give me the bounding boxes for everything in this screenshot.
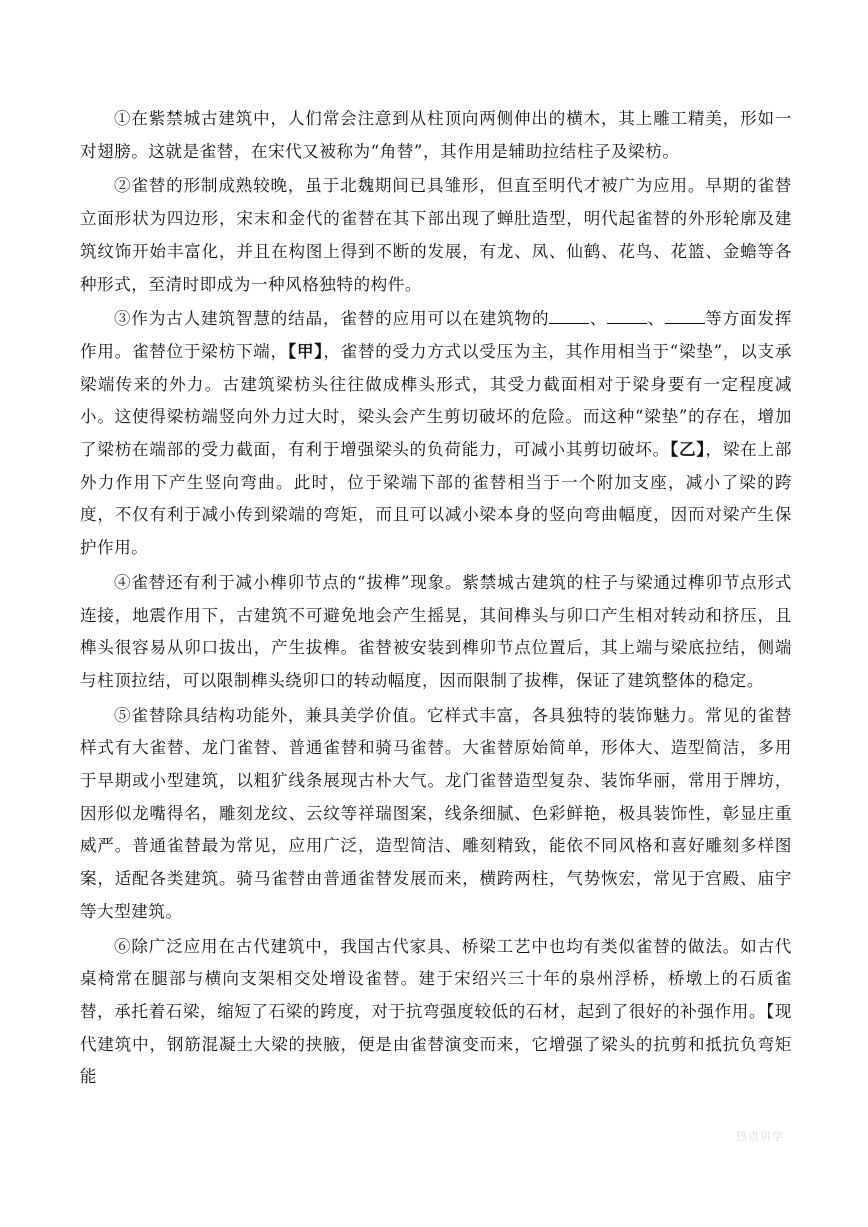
blank-separator-1: 、 <box>589 309 608 329</box>
marker-jia: 【甲】 <box>287 341 324 361</box>
paragraph-4: ④雀替还有利于减小榫卯节点的“拔榫”现象。紫禁城古建筑的柱子与梁通过榫卯节点形式连接，地震作用下，古建筑不可避免地会产生摇晃，其间榫头与卯口产生相对转动和挤压，且榫头很容易从卯口拔出，产生拔榫。雀替被安装到榫卯节点位置后，其上端与梁底拉结，侧端与柱顶拉结，可以限制榫头绕卯口的转动幅度，因而限制了拔榫，保证了建筑整体的稳定。 <box>80 572 792 690</box>
fill-blank-3[interactable] <box>665 305 705 324</box>
paragraph-5: ⑤雀替除具结构功能外，兼具美学价值。它样式丰富，各具独特的装饰魅力。常见的雀替样式有大雀替、龙门雀替、普通雀替和骑马雀替。大雀替原始简单，形体大、造型简洁，多用于早期或小型建筑，以粗犷线条展现古朴大气。龙门雀替造型复杂、装饰华丽，常用于牌坊，因形似龙嘴得名，雕刻龙纹、云纹等祥瑞图案，线条细腻、色彩鲜艳，极具装饰性，彰显庄重威严。普通雀替最为常见，应用广泛，造型简洁、雕刻精致，能依不同风格和喜好雕刻多样图案，适配各类建筑。骑马雀替由普通雀替发展而来，横跨两柱，气势恢宏，常见于宫殿、庙宇等大型建筑。 <box>80 705 792 921</box>
marker-yi: 【乙】 <box>669 440 706 460</box>
document-body <box>80 103 792 1096</box>
watermark-text: 热点讲学 <box>736 1130 784 1143</box>
paragraph-3 <box>80 303 792 565</box>
paragraph-1: ①在紫禁城古建筑中，人们常会注意到从柱顶向两侧伸出的横木，其上雕工精美，形如一对翅膀。这就是雀替，在宋代又被称为“角替”，其作用是辅助拉结柱子及梁枋。 <box>80 109 792 161</box>
fill-blank-2[interactable] <box>607 305 647 324</box>
paragraph-3-text-a: ③作为古人建筑智慧的结晶，雀替的应用可以在建筑物的 <box>114 309 550 329</box>
paragraph-3-text-c: ，雀替的受力方式以受压为主，其作用相当于“梁垫”，以支承梁端传来的外力。古建筑梁枋头往往做成榫头形式，其受力截面相对于梁身要有一定程度减小。这使得梁枋端竖向外力过大时，梁头会产生剪切破坏的危险。而这种“梁垫”的存在，增加了梁枋在端部的受力截面，有利于增强梁头的负荷能力，可减小其剪切破坏。 <box>80 341 793 460</box>
paragraph-2: ②雀替的形制成熟较晚，虽于北魏期间已具雏形，但直至明代才被广为应用。早期的雀替立面形状为四边形，宋末和金代的雀替在其下部出现了蝉肚造型，明代起雀替的外形轮廓及建筑纹饰开始丰富化，并且在构图上得到不断的发展，有龙、凤、仙鹤、花鸟、花篮、金蟾等各种形式，至清时即成为一种风格独特的构件。 <box>80 176 792 294</box>
blank-separator-2: 、 <box>647 309 665 329</box>
paragraph-6: ⑥除广泛应用在古代建筑中，我国古代家具、桥梁工艺中也均有类似雀替的做法。如古代桌椅常在腿部与横向支架相交处增设雀替。建于宋绍兴三十年的泉州浮桥，桥墩上的石质雀替，承托着石梁，缩短了石梁的跨度，对于抗弯强度较低的石材，起到了很好的补强作用。【现代建筑中，钢筋混凝土大梁的挟腋，便是由雀替演变而来，它增强了梁头的抗剪和抵抗负弯矩能 <box>80 936 792 1087</box>
paragraph-3-text-b: 等方面发挥作用。雀替位于梁枋下端， <box>80 309 792 361</box>
fill-blank-1[interactable] <box>549 305 589 324</box>
paragraph-3-text-d: ，梁在上部外力作用下产生竖向弯曲。此时，位于梁端下部的雀替相当于一个附加支座，减小了梁的跨度，不仅有利于减小传到梁端的弯矩，而且可以减小梁本身的竖向弯曲幅度，因而对梁产生保护作用。 <box>80 440 793 558</box>
